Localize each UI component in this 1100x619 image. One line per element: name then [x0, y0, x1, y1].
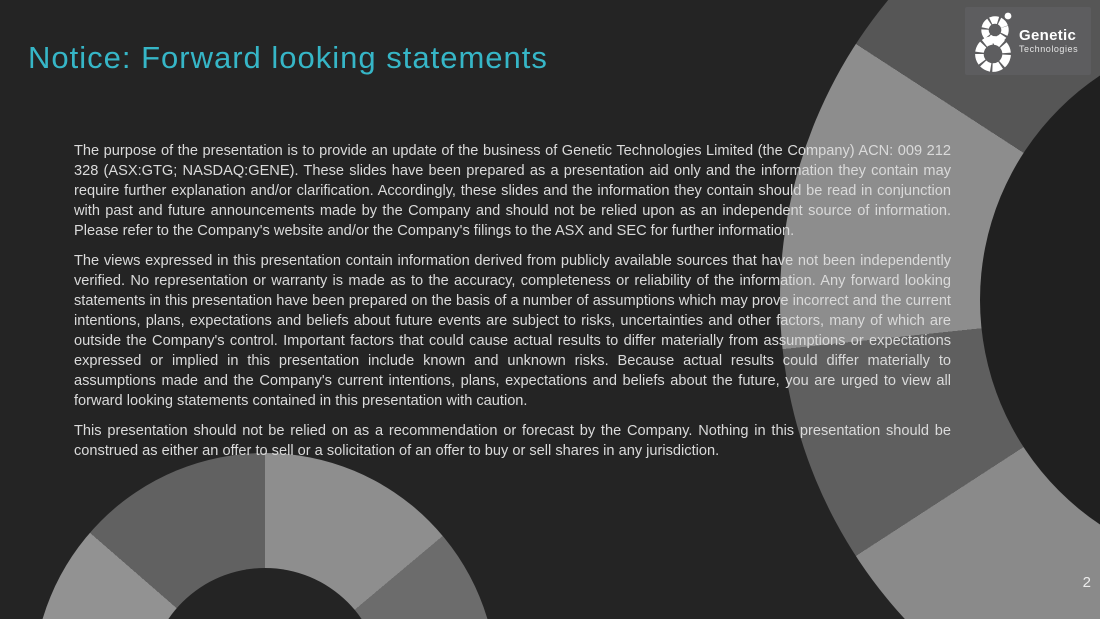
body-paragraph-2: The views expressed in this presentation contain information derived from publicly available sources that have not been independently verified. No representation or warranty is made as to the accuracy, completeness or reliability of the information. Any forward looking statements in this presentation have been prepared on the basis of a number of assumptions which may prove incorrect and the current intentions, plans, expectations and beliefs about future events are subject to risks, uncertainties and other factors, many of which are outside the Company's control. Important factors that could cause actual results to differ materially from assumptions or expectations expressed or implied in this presentation include known and unknown risks. Because actual results could differ materially to assumptions made and the Company's current intentions, plans, expectations and beliefs about the future, you are urged to view all forward looking statements contained in this presentation with caution. — [74, 253, 951, 409]
genetic-technologies-g-icon — [972, 10, 1016, 72]
page-number: 2 — [1082, 574, 1091, 591]
slide-body — [74, 141, 951, 471]
logo-text — [1019, 28, 1078, 54]
body-paragraph-1: The purpose of the presentation is to provide an update of the business of Genetic Technologies Limited (the Company) ACN: 009 212 328 (ASX:GTG; NASDAQ:GENE). These slides have been prepared as a presentation aid only and the information they contain may require further explanation and/or clarification. Accordingly, these slides and the information they contain should be read in conjunction with past and future announcements made by the Company and should not be relied upon as an independent source of information. Please refer to the Company's website and/or the Company's filings to the ASX and SEC for further information. — [74, 143, 951, 239]
logo-company-subname: Technologies — [1019, 44, 1079, 54]
body-paragraph-3: This presentation should not be relied on as a recommendation or forecast by the Company. Nothing in this presentation should be construed as either an offer to sell or a solicitation of an offer to buy or sell shares in any jurisdiction. — [74, 423, 951, 459]
slide-title: Notice: Forward looking statements — [28, 40, 548, 75]
logo-company-name: Genetic — [1019, 27, 1077, 44]
logo-chip — [965, 7, 1091, 75]
